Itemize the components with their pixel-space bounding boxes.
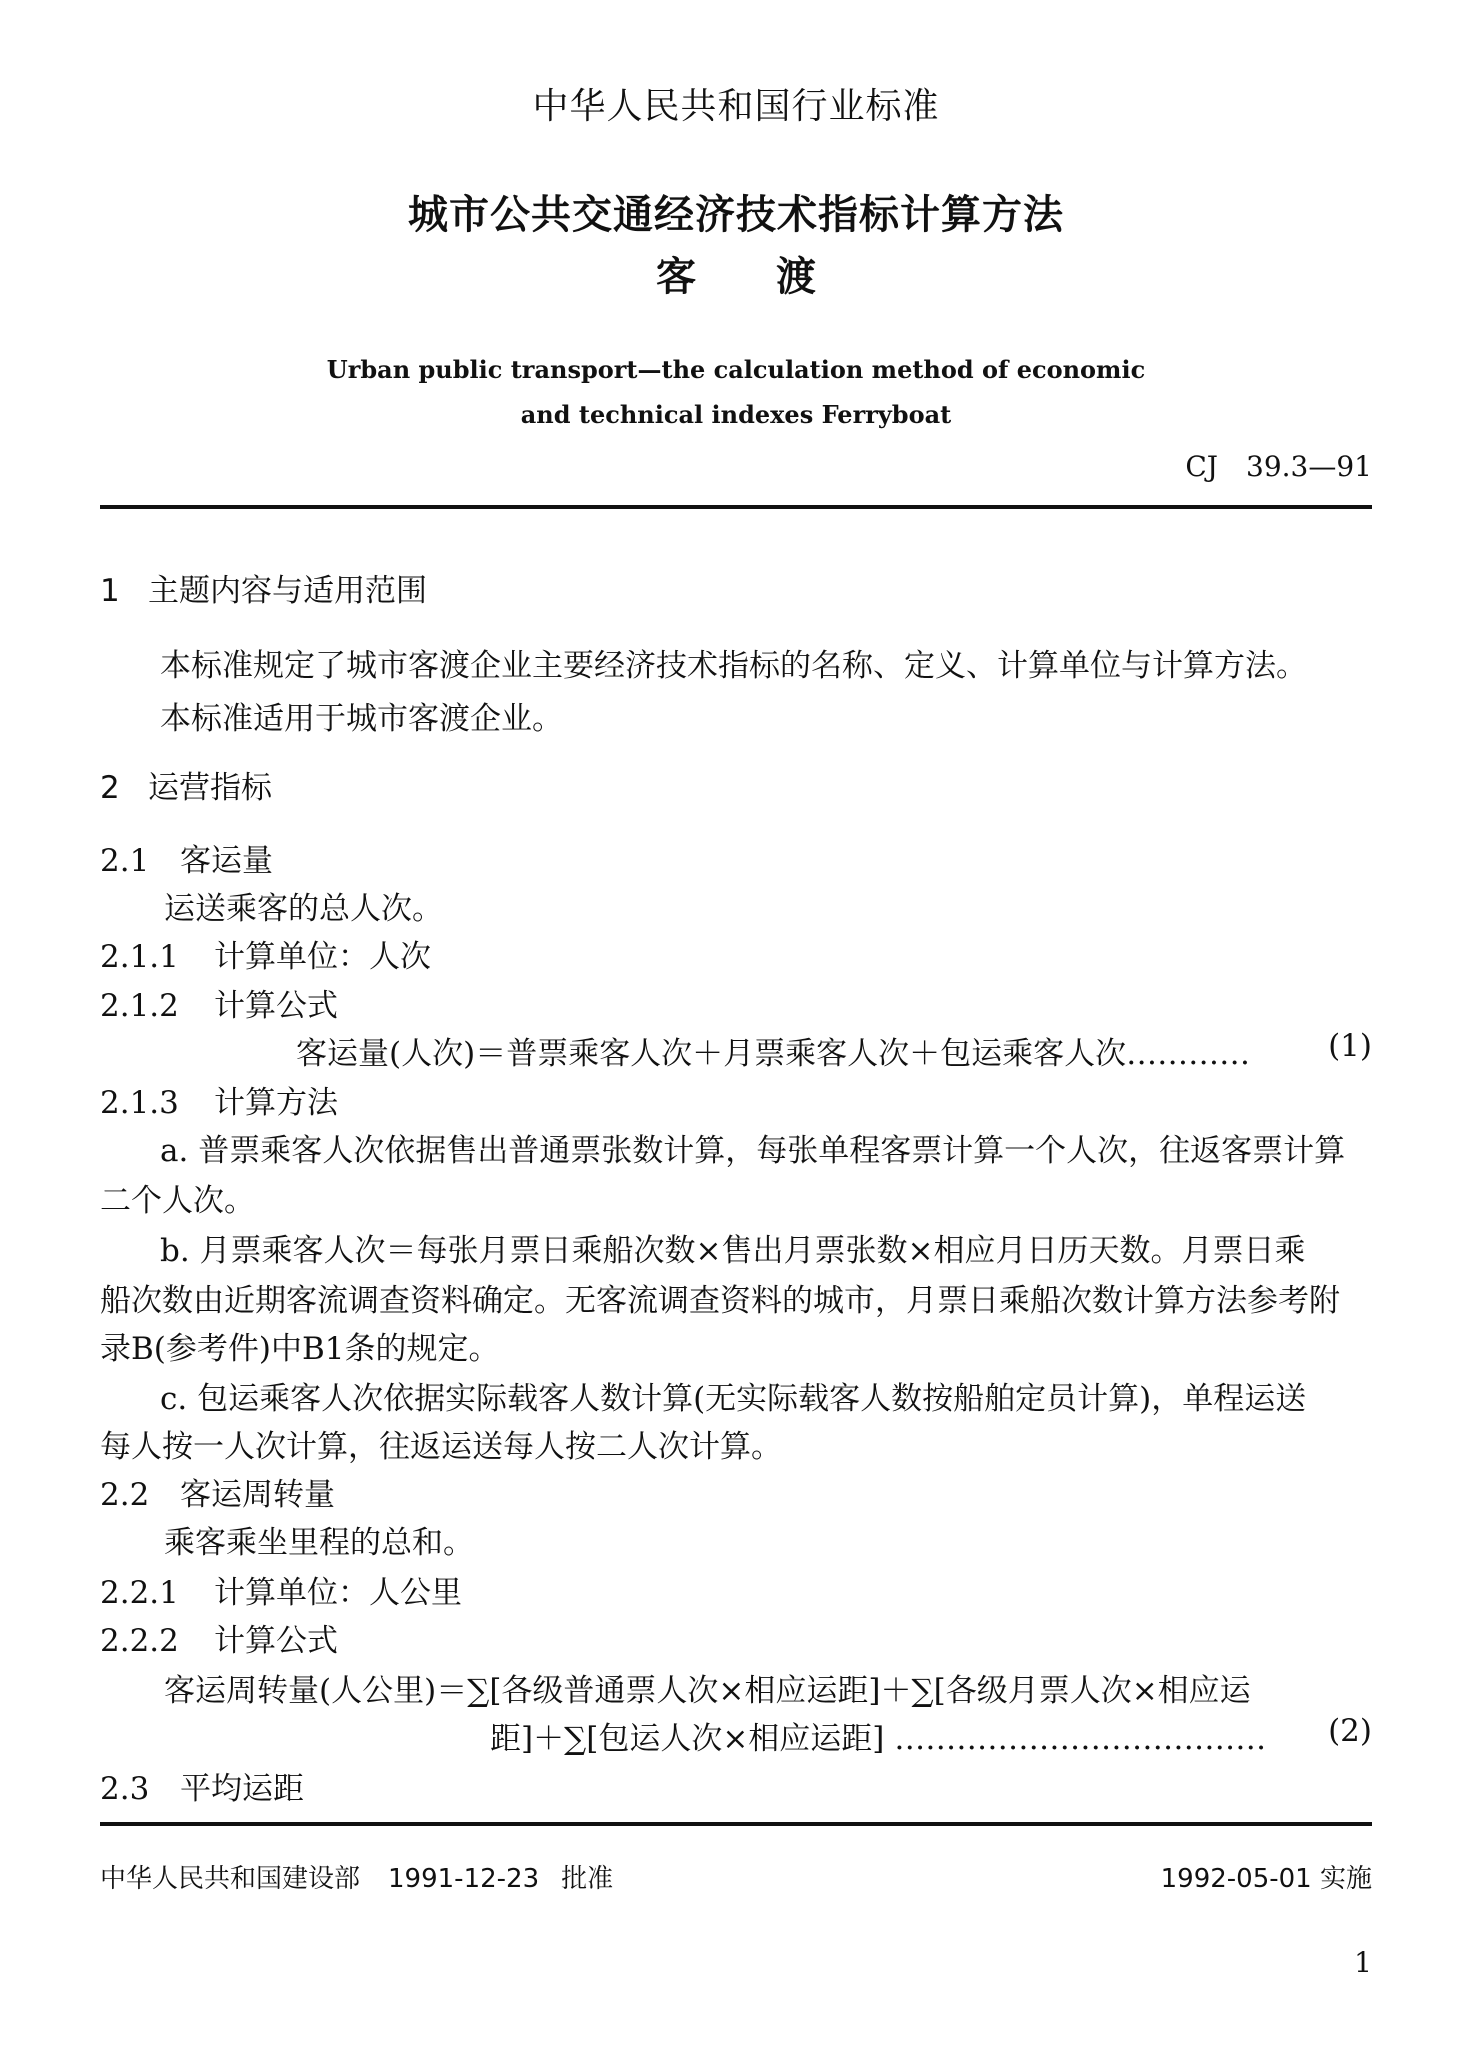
- clause-2-2: [100, 1469, 335, 1514]
- clause-number: 2.3: [100, 1771, 150, 1807]
- item-c-line: c. 包运乘客人次依据实际载客人数计算(无实际载客人数按船舶定员计算)，单程运送: [160, 1381, 1307, 1417]
- clause-number: 2.1.1: [100, 939, 179, 975]
- definition: 运送乘客的总人次。: [164, 891, 443, 927]
- clause-text: 计算单位：人次: [214, 939, 431, 975]
- clause-number: 2.1: [100, 843, 150, 879]
- section-title: 运营指标: [148, 770, 272, 806]
- clause-text: 计算单位：人公里: [214, 1575, 462, 1611]
- english-title-line1: Urban public transport—the calculation method of economic: [326, 355, 1146, 384]
- english-title-line2: and technical indexes Ferryboat: [520, 400, 952, 429]
- section-number: 1: [100, 573, 120, 609]
- clause-number: 2.2.1: [100, 1575, 179, 1611]
- footer-rule: [100, 1822, 1372, 1826]
- paragraph: 本标准规定了城市客渡企业主要经济技术指标的名称、定义、计算单位与计算方法。: [160, 648, 1307, 684]
- item-a-line: 二个人次。: [100, 1183, 255, 1219]
- clause-2-1-1: [100, 931, 431, 976]
- clause-number: 2.1.2: [100, 988, 179, 1024]
- clause-title: 客运周转量: [180, 1477, 335, 1513]
- clause-text: 计算方法: [214, 1085, 338, 1121]
- clause-title: 客运量: [180, 843, 273, 879]
- approve-label: 批准: [561, 1864, 614, 1894]
- clause-text: 计算公式: [214, 988, 338, 1024]
- item-b-line: 录B(参考件)中B1条的规定。: [100, 1331, 500, 1367]
- definition: 乘客乘坐里程的总和。: [164, 1525, 474, 1561]
- org-title: 中华人民共和国行业标准: [532, 86, 940, 127]
- formula-1-number: (1): [1328, 1028, 1372, 1064]
- clause-text: 计算公式: [214, 1623, 338, 1659]
- approval-line: [100, 1858, 613, 1895]
- clause-2-3: [100, 1763, 304, 1808]
- clause-title: 平均运距: [180, 1771, 304, 1807]
- clause-2-2-1: [100, 1567, 462, 1612]
- clause-2-1: [100, 835, 273, 880]
- clause-2-1-2: [100, 980, 338, 1025]
- clause-number: 2.1.3: [100, 1085, 179, 1121]
- effective-date: 1992-05-01 实施: [1160, 1864, 1372, 1894]
- clause-2-2-2: [100, 1615, 338, 1660]
- approve-date: 1991-12-23: [388, 1864, 540, 1894]
- item-a-line: a. 普票乘客人次依据售出普通票张数计算，每张单程客票计算一个人次，往返客票计算: [160, 1133, 1346, 1169]
- formula-2-line: 客运周转量(人公里)＝∑[各级普通票人次×相应运距]＋∑[各级月票人次×相应运: [164, 1673, 1251, 1709]
- clause-number: 2.2.2: [100, 1623, 179, 1659]
- issuer: 中华人民共和国建设部: [100, 1864, 361, 1894]
- page-number: 1: [1354, 1946, 1372, 1979]
- document-subtitle: 客 渡: [656, 254, 816, 300]
- formula-2-line: 距]＋∑[包运人次×相应运距] ………………………………: [490, 1721, 1267, 1757]
- clause-2-1-3: [100, 1077, 338, 1122]
- section-title: 主题内容与适用范围: [148, 573, 427, 609]
- item-b-line: 船次数由近期客流调查资料确定。无客流调查资料的城市，月票日乘船次数计算方法参考附: [100, 1283, 1340, 1319]
- standard-code: CJ 39.3—91: [1185, 450, 1372, 483]
- header-rule: [100, 505, 1372, 509]
- item-c-line: 每人按一人次计算，往返运送每人按二人次计算。: [100, 1429, 782, 1465]
- section-number: 2: [100, 770, 120, 806]
- formula-1: 客运量(人次)＝普票乘客人次＋月票乘客人次＋包运乘客人次…………: [296, 1036, 1251, 1072]
- clause-number: 2.2: [100, 1477, 150, 1513]
- item-b-line: b. 月票乘客人次＝每张月票日乘船次数×售出月票张数×相应月日历天数。月票日乘: [160, 1233, 1306, 1269]
- paragraph: 本标准适用于城市客渡企业。: [160, 701, 563, 737]
- document-title: 城市公共交通经济技术指标计算方法: [408, 192, 1064, 238]
- section-2-heading: [100, 762, 272, 807]
- formula-2-number: (2): [1328, 1713, 1372, 1749]
- section-1-heading: [100, 565, 427, 610]
